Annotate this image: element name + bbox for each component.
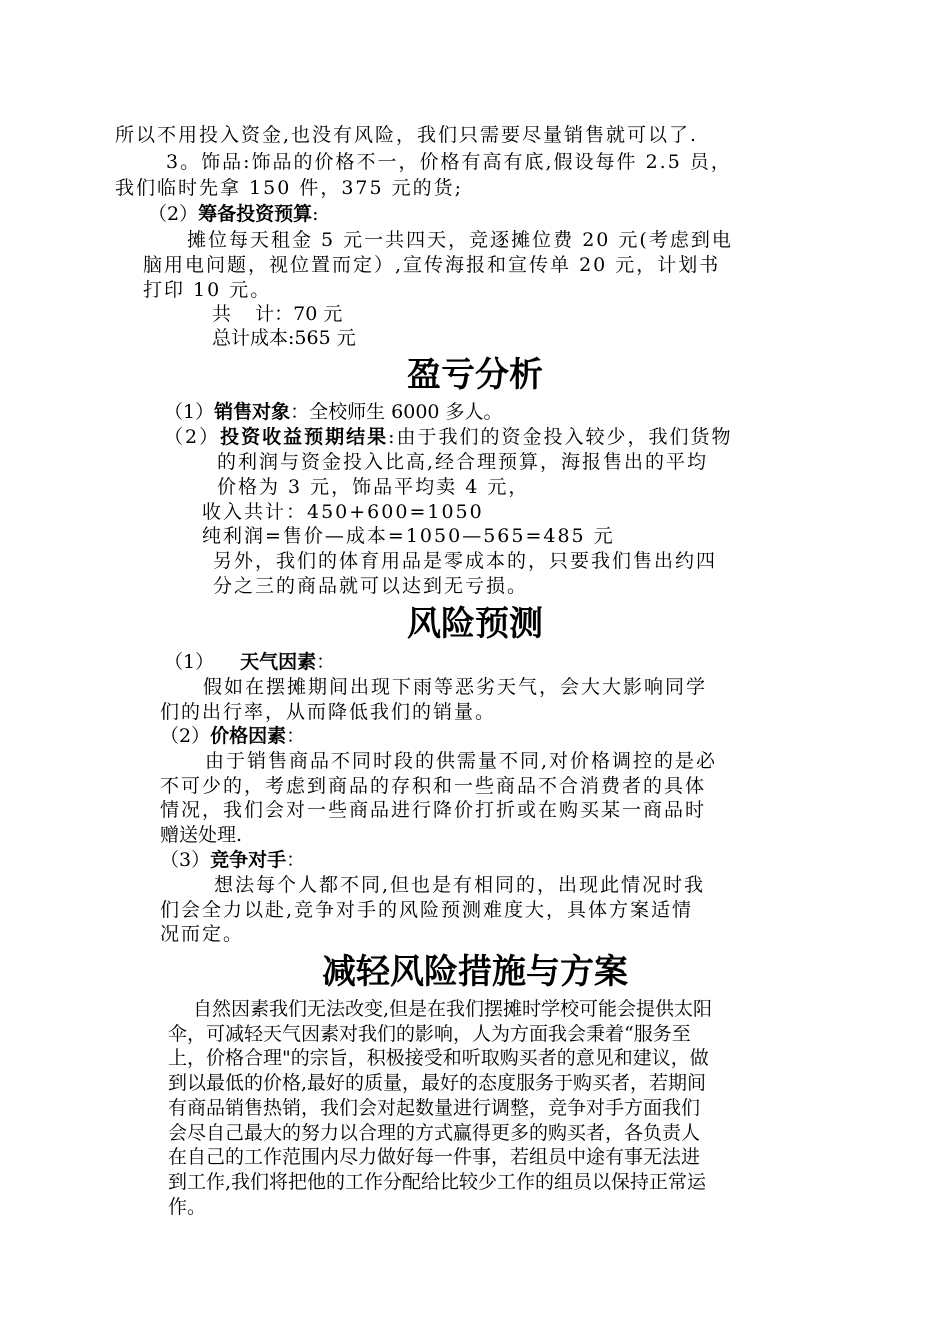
paragraph-line: 上，价格合理"的宗旨，积极接受和听取购买者的意见和建议，做: [168, 1047, 709, 1069]
paragraph-line: 假如在摆摊期间出现下雨等恶劣天气，会大大影响同学: [203, 676, 708, 698]
paragraph-line: 自然因素我们无法改变,但是在我们摆摊时学校可能会提供太阳: [193, 998, 713, 1020]
paragraph-line: 会尽自己最大的努力以合理的方式赢得更多的购买者，各负责人: [168, 1122, 701, 1144]
paragraph-line: 情况，我们会对一些商品进行降价打折或在购买某一商品时: [160, 799, 707, 821]
paragraph-line: 价格为 3 元，饰品平均卖 4 元，: [217, 476, 530, 498]
paragraph-line: 作。: [168, 1196, 207, 1218]
item-title: 天气因素: [240, 651, 317, 673]
paragraph-line: 摊位每天租金 5 元一共四天，竞逐摊位费 20 元(考虑到电: [187, 229, 733, 251]
item-number: （1）: [164, 651, 215, 673]
paragraph-line: 不可少的，考虑到商品的存积和一些商品不合消费者的具体: [160, 775, 707, 797]
profit-item-1: [164, 400, 503, 424]
item-title: 销售对象: [214, 401, 291, 423]
item-title: 竞争对手: [210, 849, 287, 871]
section-heading-budget: [148, 202, 319, 226]
risk-item-1-heading: [164, 650, 335, 674]
item-number: （2）: [160, 725, 211, 747]
paragraph-line: 3。饰品:饰品的价格不一，价格有高有底,假设每件 2.5 员，: [166, 151, 732, 173]
paragraph-line: 分之三的商品就可以达到无亏损。: [213, 575, 529, 597]
total-line: 共 计：70 元: [212, 303, 343, 325]
section-number: （2）: [148, 203, 199, 225]
item-number: （2）: [164, 426, 221, 448]
paragraph-line: 赠送处理.: [160, 824, 243, 846]
paragraph-line: 脑用电问题，视位置而定）,宣传海报和宣传单 20 元，计划书: [143, 254, 721, 276]
heading-risk-forecast: 风险预测: [407, 604, 543, 644]
item-number: （1）: [164, 401, 215, 423]
paragraph-line: 到以最低的价格,最好的质量，最好的态度服务于购买者，若期间: [168, 1072, 707, 1094]
paragraph-line: 由于销售商品不同时段的供需量不同,对价格调控的是必: [205, 750, 718, 772]
risk-item-2-heading: [160, 724, 305, 748]
income-line: 收入共计：450+600=1050: [202, 501, 484, 523]
item-title: 价格因素: [210, 725, 287, 747]
item-colon: ：: [286, 849, 306, 871]
item-text: ：全校师生 6000 多人。: [290, 401, 503, 423]
paragraph-line: 况而定。: [160, 923, 245, 945]
section-colon: :: [312, 203, 319, 225]
paragraph-line: 们会全力以赴,竞争对手的风险预测难度大，具体方案适情: [160, 899, 694, 921]
paragraph-line: 伞，可减轻天气因素对我们的影响，人为方面我会秉着“服务至: [168, 1023, 691, 1045]
heading-profit-analysis: 盈亏分析: [407, 355, 543, 395]
net-profit-line: 纯利润=售价—成本=1050—565=485 元: [202, 525, 615, 547]
paragraph-line: 有商品销售热销，我们会对起数量进行调整，竞争对手方面我们: [168, 1097, 701, 1119]
total-cost-line: 总计成本:565 元: [212, 327, 356, 349]
paragraph-line: 所以不用投入资金,也没有风险，我们只需要尽量销售就可以了.: [115, 124, 699, 146]
paragraph-line: 打印 10 元。: [143, 279, 272, 301]
profit-item-2: [164, 425, 733, 449]
paragraph-line: 我们临时先拿 150 件，375 元的货;: [115, 177, 464, 199]
item-number: （3）: [160, 849, 211, 871]
paragraph-line: 另外，我们的体育用品是零成本的，只要我们售出约四: [213, 550, 718, 572]
paragraph-line: 的利润与资金投入比高,经合理预算，海报售出的平均: [217, 451, 709, 473]
heading-mitigation: 减轻风险措施与方案: [322, 952, 628, 992]
paragraph-line: 们的出行率，从而降低我们的销量。: [160, 701, 497, 723]
risk-item-3-heading: [160, 848, 305, 872]
paragraph-line: 在自己的工作范围内尽力做好每一件事，若组员中途有事无法进: [168, 1146, 701, 1168]
section-title: 筹备投资预算: [198, 203, 313, 225]
item-text: :由于我们的资金投入较少，我们货物: [388, 426, 733, 448]
paragraph-line: 到工作,我们将把他的工作分配给比较少工作的组员以保持正常运: [168, 1171, 707, 1193]
item-colon: ：: [286, 725, 306, 747]
item-title: 投资收益预期结果: [220, 426, 389, 448]
paragraph-line: 想法每个人都不同,但也是有相同的，出现此情况时我: [214, 874, 706, 896]
item-colon: ：: [316, 651, 336, 673]
